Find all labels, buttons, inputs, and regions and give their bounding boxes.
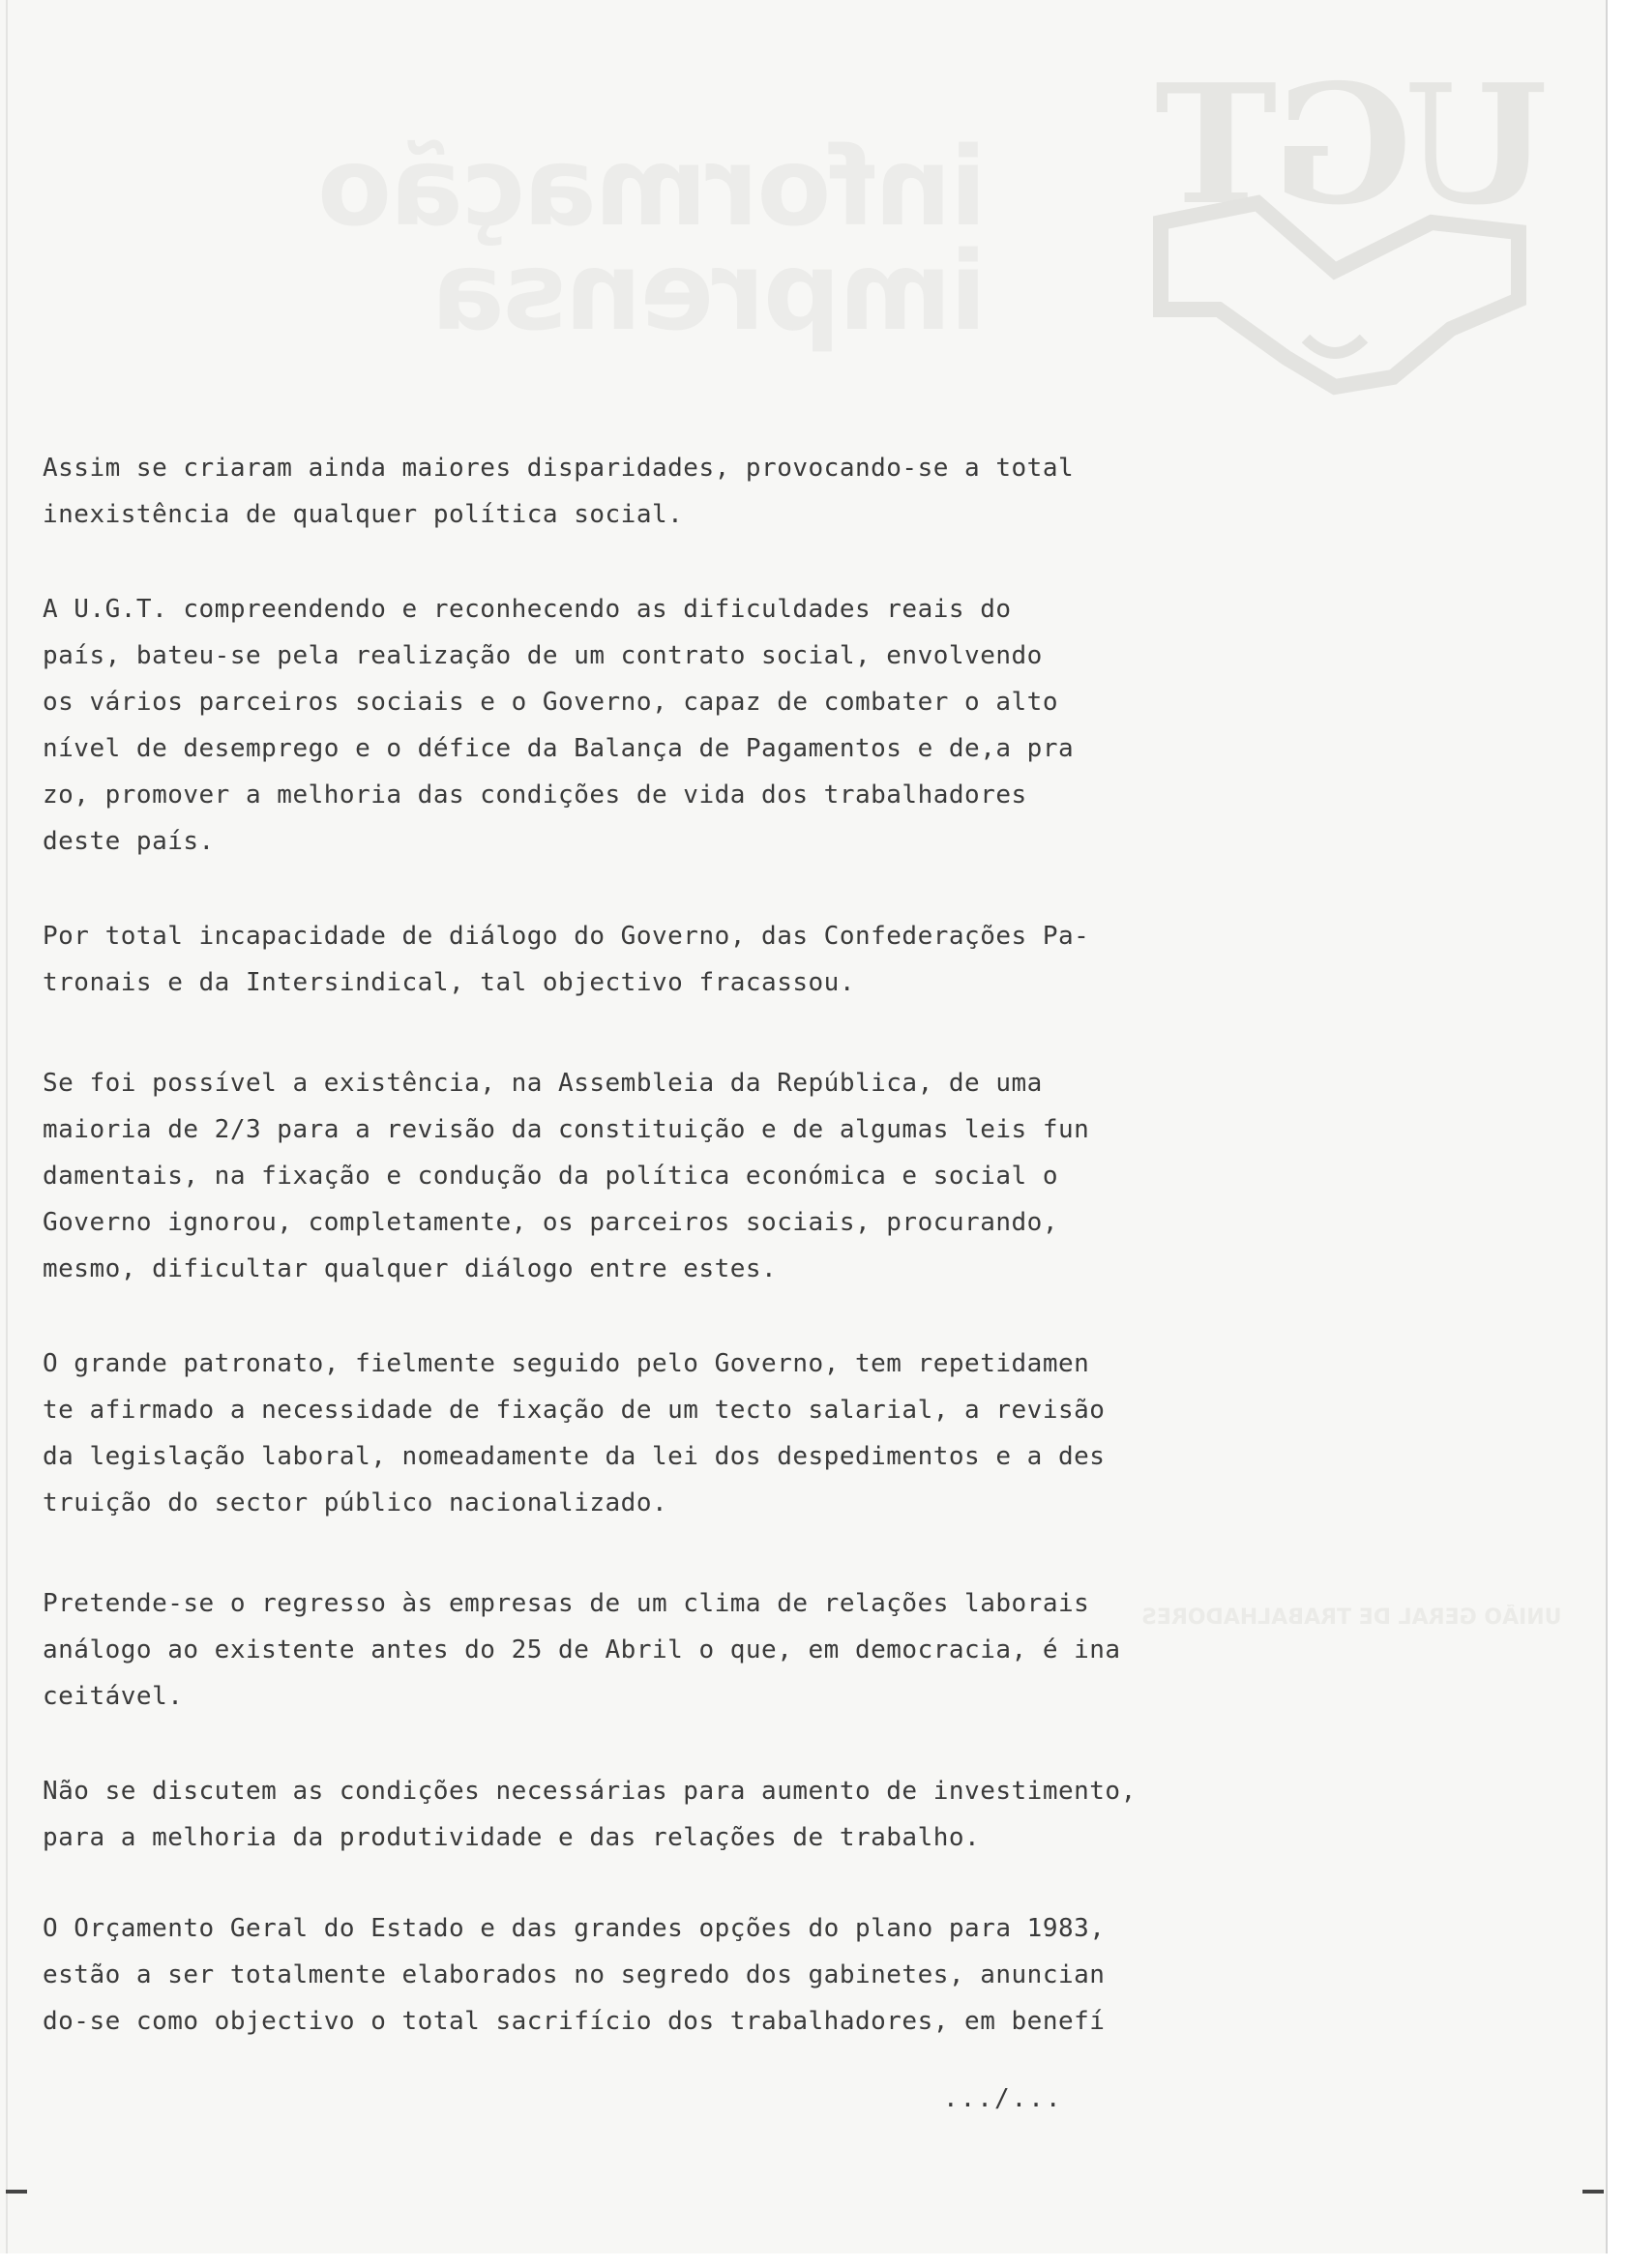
paragraph-7: Não se discutem as condições necessárias para aumento de investimento, para a melhoria da produtividade e das relações de trabalho. bbox=[43, 1777, 1137, 1852]
paragraph-5: O grande patronato, fielmente seguido pelo Governo, tem repetidamen te afirmado a necessidade de fixação de um tecto salarial, a revisão da legislação laboral, nomeadamente da lei dos despedimentos e a des truição do sector público nacionalizado. bbox=[43, 1349, 1106, 1517]
paragraph-1: Assim se criaram ainda maiores disparidades, provocando-se a total inexistência de qualquer política social. bbox=[43, 454, 1075, 529]
paragraph-2: A U.G.T. compreendendo e reconhecendo as dificuldades reais do país, bateu-se pela realização de um contrato social, envolvendo os vários parceiros sociais e o Governo, capaz de combater o alto nível de desemprego e o défice da Balança de Pagamentos e de,a pra zo, promover a melhoria das condições de vida dos trabalhadores deste país. bbox=[43, 595, 1075, 856]
show-through-sidebar: UNIÃO GERAL DE TRABALHADORES bbox=[1141, 1605, 1562, 1630]
paragraph-3: Por total incapacidade de diálogo do Governo, das Confederações Pa- tronais e da Intersindical, tal objectivo fracassou. bbox=[43, 922, 1090, 997]
page-edge-shadow bbox=[6, 0, 8, 2253]
continuation-mark: .../... bbox=[943, 2084, 1063, 2113]
staple-mark-left bbox=[6, 2190, 27, 2194]
letter-body bbox=[43, 445, 1184, 2093]
paragraph-8: O Orçamento Geral do Estado e das grandes opções do plano para 1983, estão a ser totalmente elaborados no segredo dos gabinetes, anuncian do-se como objectivo o total sacrifício dos trabalhadores, em benefí bbox=[43, 1914, 1106, 2036]
ugt-logo-letters: UGT bbox=[1161, 48, 1550, 242]
paragraph-4: Se foi possível a existência, na Assembleia da República, de uma maioria de 2/3 para a revisão da constituição e de algumas leis fun damentais, na fixação e condução da política económica e social o Governo ignorou, completamente, os parceiros sociais, procurando, mesmo, dificultar qualquer diálogo entre estes. bbox=[43, 1069, 1090, 1283]
show-through-ugt-logo bbox=[1141, 48, 1548, 455]
staple-mark-right bbox=[1582, 2190, 1604, 2194]
show-through-title: informação imprensa bbox=[319, 125, 988, 355]
paragraph-6: Pretende-se o regresso às empresas de um clima de relações laborais análogo ao existente antes do 25 de Abril o que, em democracia, é ina ceitável. bbox=[43, 1589, 1121, 1711]
handshake-icon bbox=[1141, 48, 1548, 455]
